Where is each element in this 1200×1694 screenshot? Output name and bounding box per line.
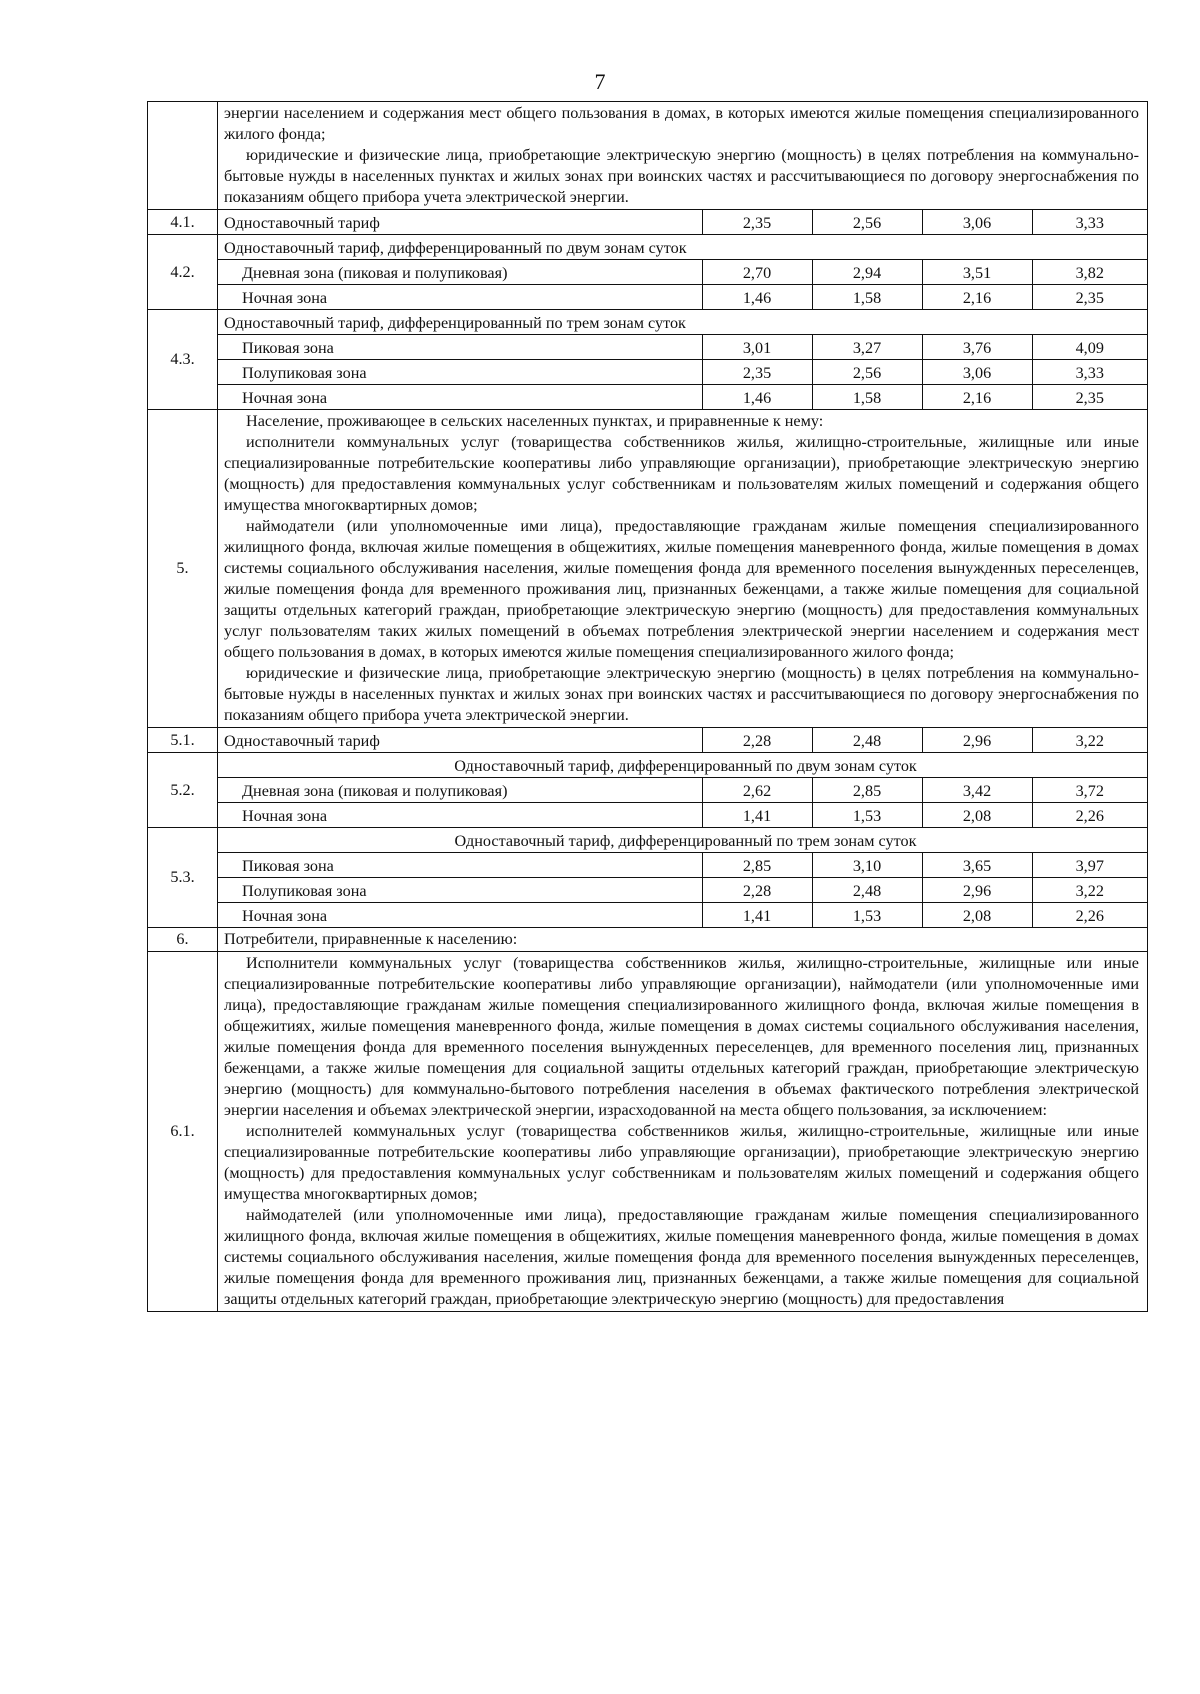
row-number: 5.2. bbox=[148, 753, 218, 828]
table-row bbox=[218, 903, 1147, 928]
tariff-label: Ночная зона bbox=[218, 803, 702, 828]
tariff-value: 1,46 bbox=[702, 385, 812, 410]
tariff-value: 3,82 bbox=[1032, 260, 1147, 285]
tariff-value: 3,65 bbox=[922, 853, 1032, 878]
tariff-label: Пиковая зона bbox=[218, 853, 702, 878]
tariff-value: 3,76 bbox=[922, 335, 1032, 360]
row-text-cell bbox=[218, 102, 1148, 210]
tariff-value: 3,06 bbox=[922, 210, 1032, 234]
table-row bbox=[218, 728, 1147, 752]
tariff-label: Одноставочный тариф bbox=[224, 214, 380, 232]
row-number: 5.3. bbox=[148, 828, 218, 928]
tariff-value: 3,27 bbox=[812, 335, 922, 360]
table-row bbox=[148, 102, 1148, 210]
tariff-value: 2,70 bbox=[702, 260, 812, 285]
tariff-values bbox=[218, 828, 1147, 927]
tariff-group-header: Одноставочный тариф, дифференцированный по трем зонам суток bbox=[224, 314, 686, 332]
table-row bbox=[218, 853, 1147, 878]
table-row bbox=[148, 310, 1148, 410]
row-number-cell bbox=[148, 102, 218, 210]
tariff-value: 2,48 bbox=[812, 878, 922, 903]
tariff-value: 2,96 bbox=[922, 728, 1032, 752]
tariff-value: 2,48 bbox=[812, 728, 922, 752]
table-row bbox=[148, 753, 1148, 828]
table-row bbox=[218, 753, 1147, 778]
tariff-value: 2,35 bbox=[702, 360, 812, 385]
tariff-label: Дневная зона (пиковая и полупиковая) bbox=[218, 778, 702, 803]
tariff-value: 3,10 bbox=[812, 853, 922, 878]
table-row bbox=[218, 878, 1147, 903]
table-row bbox=[218, 285, 1147, 310]
table-row bbox=[148, 828, 1148, 928]
tariff-value: 3,42 bbox=[922, 778, 1032, 803]
paragraph: исполнители коммунальных услуг (товарищества собственников жилья, жилищно-строительные, жилищные или иные специализированные потребительские кооперативы либо управляющие организации), приобретающие электрическую энергию (мощность) для предоставления коммунальных услуг собственникам и пользователям жилых помещений и содержания общего имущества многоквартирных домов; bbox=[224, 433, 1139, 514]
tariff-value: 1,41 bbox=[702, 903, 812, 928]
table-row bbox=[148, 928, 1148, 952]
table-row bbox=[148, 952, 1148, 1312]
row-number: 4.1. bbox=[148, 210, 218, 235]
table-row bbox=[218, 235, 1147, 260]
tariff-value: 2,85 bbox=[812, 778, 922, 803]
tariff-value: 1,58 bbox=[812, 285, 922, 310]
table-row bbox=[218, 210, 1147, 234]
row-number: 5. bbox=[148, 410, 218, 728]
tariff-label: Ночная зона bbox=[218, 903, 702, 928]
tariff-values bbox=[218, 235, 1147, 309]
table-row bbox=[148, 410, 1148, 728]
tariff-value: 1,53 bbox=[812, 903, 922, 928]
section-heading bbox=[218, 928, 1148, 952]
tariff-group-header: Одноставочный тариф, дифференцированный по трем зонам суток bbox=[454, 832, 917, 850]
tariff-value: 2,16 bbox=[922, 385, 1032, 410]
tariff-value: 3,22 bbox=[1032, 878, 1147, 903]
tariff-label: Полупиковая зона bbox=[218, 360, 702, 385]
paragraph: энергии населением и содержания мест общего пользования в домах, в которых имеются жилые помещения специализированного жилого фонда; bbox=[224, 104, 1139, 143]
tariff-value: 3,97 bbox=[1032, 853, 1147, 878]
tariff-label: Полупиковая зона bbox=[218, 878, 702, 903]
tariff-value: 3,51 bbox=[922, 260, 1032, 285]
table-row bbox=[218, 335, 1147, 360]
tariff-value: 2,85 bbox=[702, 853, 812, 878]
paragraph: Исполнители коммунальных услуг (товарищества собственников жилья, жилищно-строительные, жилищные или иные специализированные потребительские кооперативы либо управляющие организации), наймодатели (или уполномоченные ими лица), предоставляющие гражданам жилые помещения специализированного жилищного фонда, включая жилые помещения в общежитиях, жилые помещения маневренного фонда, жилые помещения в домах системы социального обслуживания населения, жилые помещения фонда для временного поселения вынужденных переселенцев, для временного поселения лиц, признанных беженцами, а также жилые помещения для социальной защиты отдельных категорий граждан, приобретающие электрическую энергию (мощность) для коммунально-бытового потребления населения в объемах фактического потребления электрической энергии населения и объемах электрической энергии, израсходованной на места общего пользования, за исключением: bbox=[224, 954, 1139, 1119]
tariff-value: 1,46 bbox=[702, 285, 812, 310]
tariff-values bbox=[218, 210, 1147, 234]
tariff-values bbox=[218, 310, 1147, 409]
tariff-value: 2,35 bbox=[1032, 285, 1147, 310]
tariff-value: 2,56 bbox=[812, 360, 922, 385]
tariff-value: 1,41 bbox=[702, 803, 812, 828]
tariff-value: 4,09 bbox=[1032, 335, 1147, 360]
tariff-values bbox=[218, 728, 1147, 752]
tariff-value: 3,33 bbox=[1032, 210, 1147, 234]
tariff-value: 3,72 bbox=[1032, 778, 1147, 803]
table-row bbox=[218, 360, 1147, 385]
paragraph: юридические и физические лица, приобретающие электрическую энергию (мощность) в целях потребления на коммунально-бытовые нужды в населенных пунктах и жилых зонах при воинских частях и рассчитывающиеся по договору энергоснабжения по показаниям общего прибора учета электрической энергии. bbox=[224, 146, 1139, 206]
tariff-value: 3,06 bbox=[922, 360, 1032, 385]
tariff-table bbox=[147, 101, 1148, 1312]
tariff-value: 2,62 bbox=[702, 778, 812, 803]
tariff-label: Ночная зона bbox=[218, 285, 702, 310]
table-row bbox=[218, 260, 1147, 285]
table-row bbox=[148, 210, 1148, 235]
tariff-value: 2,08 bbox=[922, 803, 1032, 828]
tariff-group-header: Одноставочный тариф, дифференцированный по двум зонам суток bbox=[224, 239, 687, 257]
row-text-cell bbox=[218, 410, 1148, 728]
table-row bbox=[218, 803, 1147, 828]
paragraph: наймодателей (или уполномоченные ими лица), предоставляющие гражданам жилые помещения специализированного жилищного фонда, включая жилые помещения в общежитиях, жилые помещения маневренного фонда, жилые помещения в домах системы социального обслуживания населения, жилые помещения фонда для временного поселения вынужденных переселенцев, жилые помещения фонда для временного проживания лиц, признанных беженцами, а также жилые помещения для социальной защиты отдельных категорий граждан, приобретающие электрическую энергию (мощность) для предоставления bbox=[224, 1206, 1139, 1308]
table-row bbox=[218, 385, 1147, 410]
table-row bbox=[148, 235, 1148, 310]
tariff-value: 3,22 bbox=[1032, 728, 1147, 752]
tariff-value: 1,53 bbox=[812, 803, 922, 828]
tariff-value: 2,28 bbox=[702, 728, 812, 752]
tariff-value: 2,56 bbox=[812, 210, 922, 234]
tariff-value: 2,28 bbox=[702, 878, 812, 903]
row-number: 6.1. bbox=[148, 952, 218, 1312]
tariff-value: 3,01 bbox=[702, 335, 812, 360]
row-number: 4.3. bbox=[148, 310, 218, 410]
paragraph: Потребители, приравненные к населению: bbox=[224, 930, 518, 948]
tariff-value: 2,96 bbox=[922, 878, 1032, 903]
tariff-value: 2,35 bbox=[1032, 385, 1147, 410]
tariff-value: 2,26 bbox=[1032, 903, 1147, 928]
paragraph: юридические и физические лица, приобретающие электрическую энергию (мощность) в целях потребления на коммунально-бытовые нужды в населенных пунктах и жилых зонах при воинских частях и рассчитывающиеся по договору энергоснабжения по показаниям общего прибора учета электрической энергии. bbox=[224, 664, 1139, 724]
tariff-value: 2,16 bbox=[922, 285, 1032, 310]
page-number: 7 bbox=[594, 69, 606, 94]
tariff-value: 2,35 bbox=[702, 210, 812, 234]
paragraph: исполнителей коммунальных услуг (товарищества собственников жилья, жилищно-строительные, жилищные или иные специализированные потребительские кооперативы либо управляющие организации), приобретающие электрическую энергию (мощность) для предоставления коммунальных услуг собственникам и пользователям жилых помещений и содержания общего имущества многоквартирных домов; bbox=[224, 1122, 1139, 1203]
row-number: 6. bbox=[148, 928, 218, 952]
tariff-label: Дневная зона (пиковая и полупиковая) bbox=[218, 260, 702, 285]
tariff-value: 2,08 bbox=[922, 903, 1032, 928]
table-row bbox=[218, 778, 1147, 803]
tariff-group-header: Одноставочный тариф, дифференцированный по двум зонам суток bbox=[454, 757, 917, 775]
tariff-value: 2,26 bbox=[1032, 803, 1147, 828]
tariff-label: Ночная зона bbox=[218, 385, 702, 410]
row-number: 4.2. bbox=[148, 235, 218, 310]
tariff-value: 2,94 bbox=[812, 260, 922, 285]
paragraph: наймодатели (или уполномоченные ими лица), предоставляющие гражданам жилые помещения специализированного жилищного фонда, включая жилые помещения в общежитиях, жилые помещения маневренного фонда, жилые помещения в домах системы социального обслуживания населения, жилые помещения фонда для временного поселения вынужденных переселенцев, жилые помещения фонда для временного проживания лиц, признанных беженцами, а также жилые помещения для социальной защиты отдельных категорий граждан, приобретающие электрическую энергию (мощность) для предоставления коммунальных услуг пользователям таких жилых помещений в объемах потребления электрической энергии населением и содержания мест общего пользования в домах, в которых имеются жилые помещения специализированного жилого фонда; bbox=[224, 517, 1139, 661]
row-text-cell bbox=[218, 952, 1148, 1312]
tariff-value: 1,58 bbox=[812, 385, 922, 410]
tariff-values bbox=[218, 753, 1147, 827]
table-row bbox=[218, 310, 1147, 335]
table-row bbox=[218, 828, 1147, 853]
tariff-label: Пиковая зона bbox=[218, 335, 702, 360]
tariff-label: Одноставочный тариф bbox=[224, 732, 380, 750]
tariff-value: 3,33 bbox=[1032, 360, 1147, 385]
paragraph: Население, проживающее в сельских населенных пунктах, и приравненные к нему: bbox=[246, 412, 824, 430]
table-row bbox=[148, 728, 1148, 753]
row-number: 5.1. bbox=[148, 728, 218, 753]
